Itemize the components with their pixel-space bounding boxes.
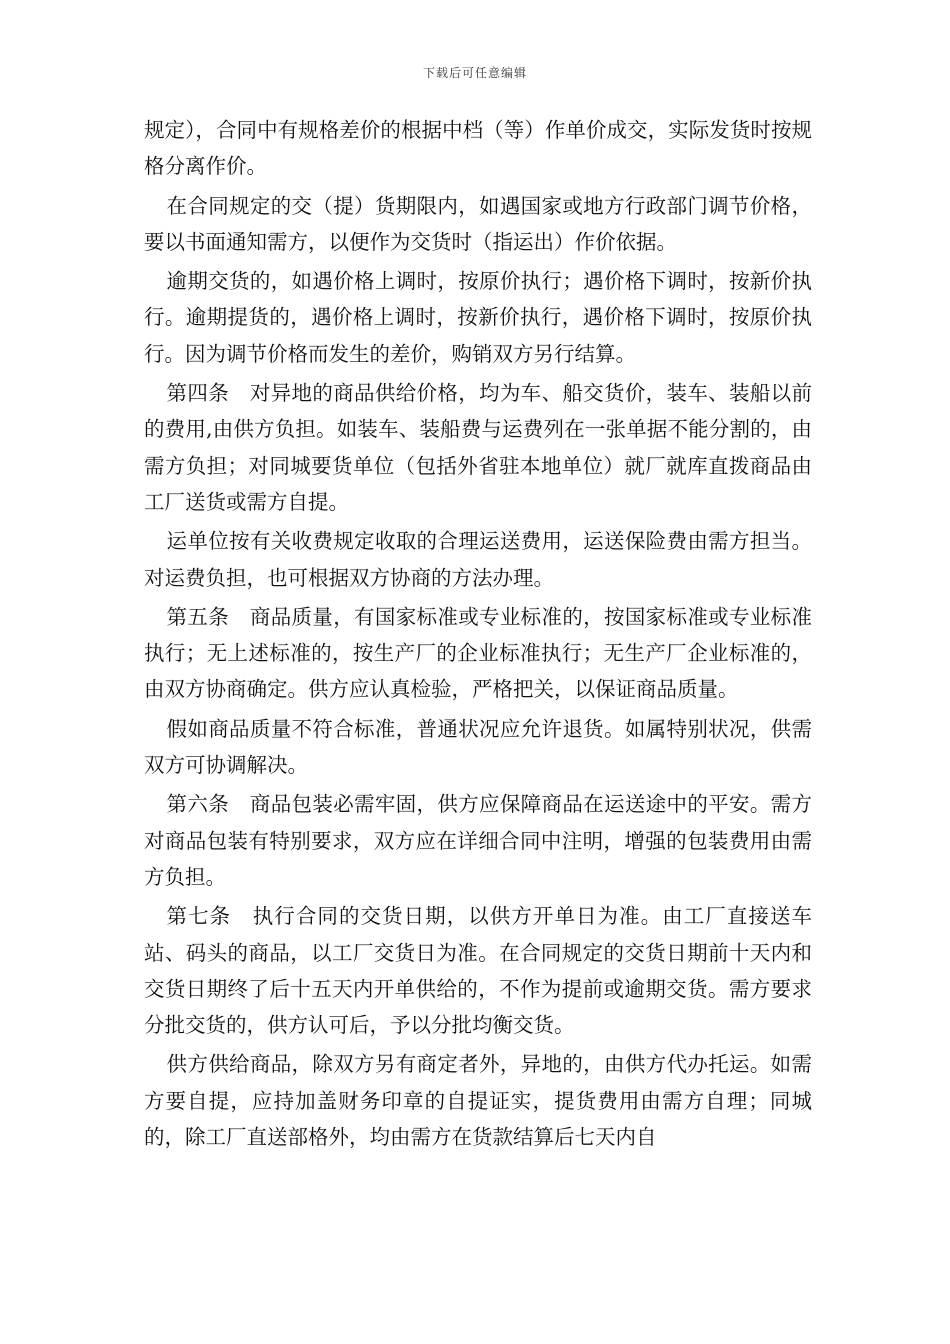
page-header-note: 下载后可任意编辑 [422, 66, 527, 80]
paragraph-price-adjustment: 在合同规定的交（提）货期限内，如遇国家或地方行政部门调节价格，要以书面通知需方，以便作为交货时（指运出）作价依据。 [144, 193, 812, 254]
paragraph-transport-fees: 运单位按有关收费规定收取的合理运送费用，运送保险费由需方担当。对运费负担，也可根据双方协商的方法办理。 [144, 529, 812, 590]
paragraph-overdue-delivery: 逾期交货的，如遇价格上调时，按原价执行；遇价格下调时，按新价执行。逾期提货的，遇价格上调时，按新价执行，遇价格下调时，按原价执行。因为调节价格而发生的差价，购销双方另行结算。 [144, 269, 812, 366]
document-body [144, 112, 812, 1158]
paragraph-shipping: 供方供给商品，除双方另有商定者外，异地的，由供方代办托运。如需方要自提，应持加盖财务印章的自提证实，提货费用由需方自理；同城的，除工厂直送部格外，均由需方在货款结算后七天内自 [144, 1052, 812, 1150]
paragraph-article-7: 第七条 执行合同的交货日期，以供方开单日为准。由工厂直接送车站、码头的商品，以工厂交货日为准。在合同规定的交货日期前十天内和交货日期终了后十五天内开单供给的，不作为提前或逾期交货。需方要求分批交货的，供方认可后，予以分批均衡交货。 [144, 904, 812, 1038]
paragraph-pricing-spec: 规定），合同中有规格差价的根据中档（等）作单价成交，实际发货时按规格分离作价。 [144, 118, 812, 179]
paragraph-article-4: 第四条 对异地的商品供给价格，均为车、船交货价，装车、装船以前的费用,由供方负担。如装车、装船费与运费列在一张单据不能分割的，由需方负担；对同城要货单位（包括外省驻本地单位）就厂就库直拨商品由工厂送货或需方自提。 [144, 381, 812, 514]
paragraph-quality-return: 假如商品质量不符合标准，普通状况应允许退货。如属特别状况，供需双方可协调解决。 [144, 716, 812, 778]
paragraph-article-5: 第五条 商品质量，有国家标准或专业标准的，按国家标准或专业标准执行；无上述标准的，按生产厂的企业标准执行；无生产厂企业标准的，由双方协商确定。供方应认真检验，严格把关，以保证商品质量。 [144, 604, 812, 702]
paragraph-article-6: 第六条 商品包装必需牢固，供方应保障商品在运送途中的平安。需方对商品包装有特别要求，双方应在详细合同中注明，增强的包装费用由需方负担。 [144, 792, 812, 889]
